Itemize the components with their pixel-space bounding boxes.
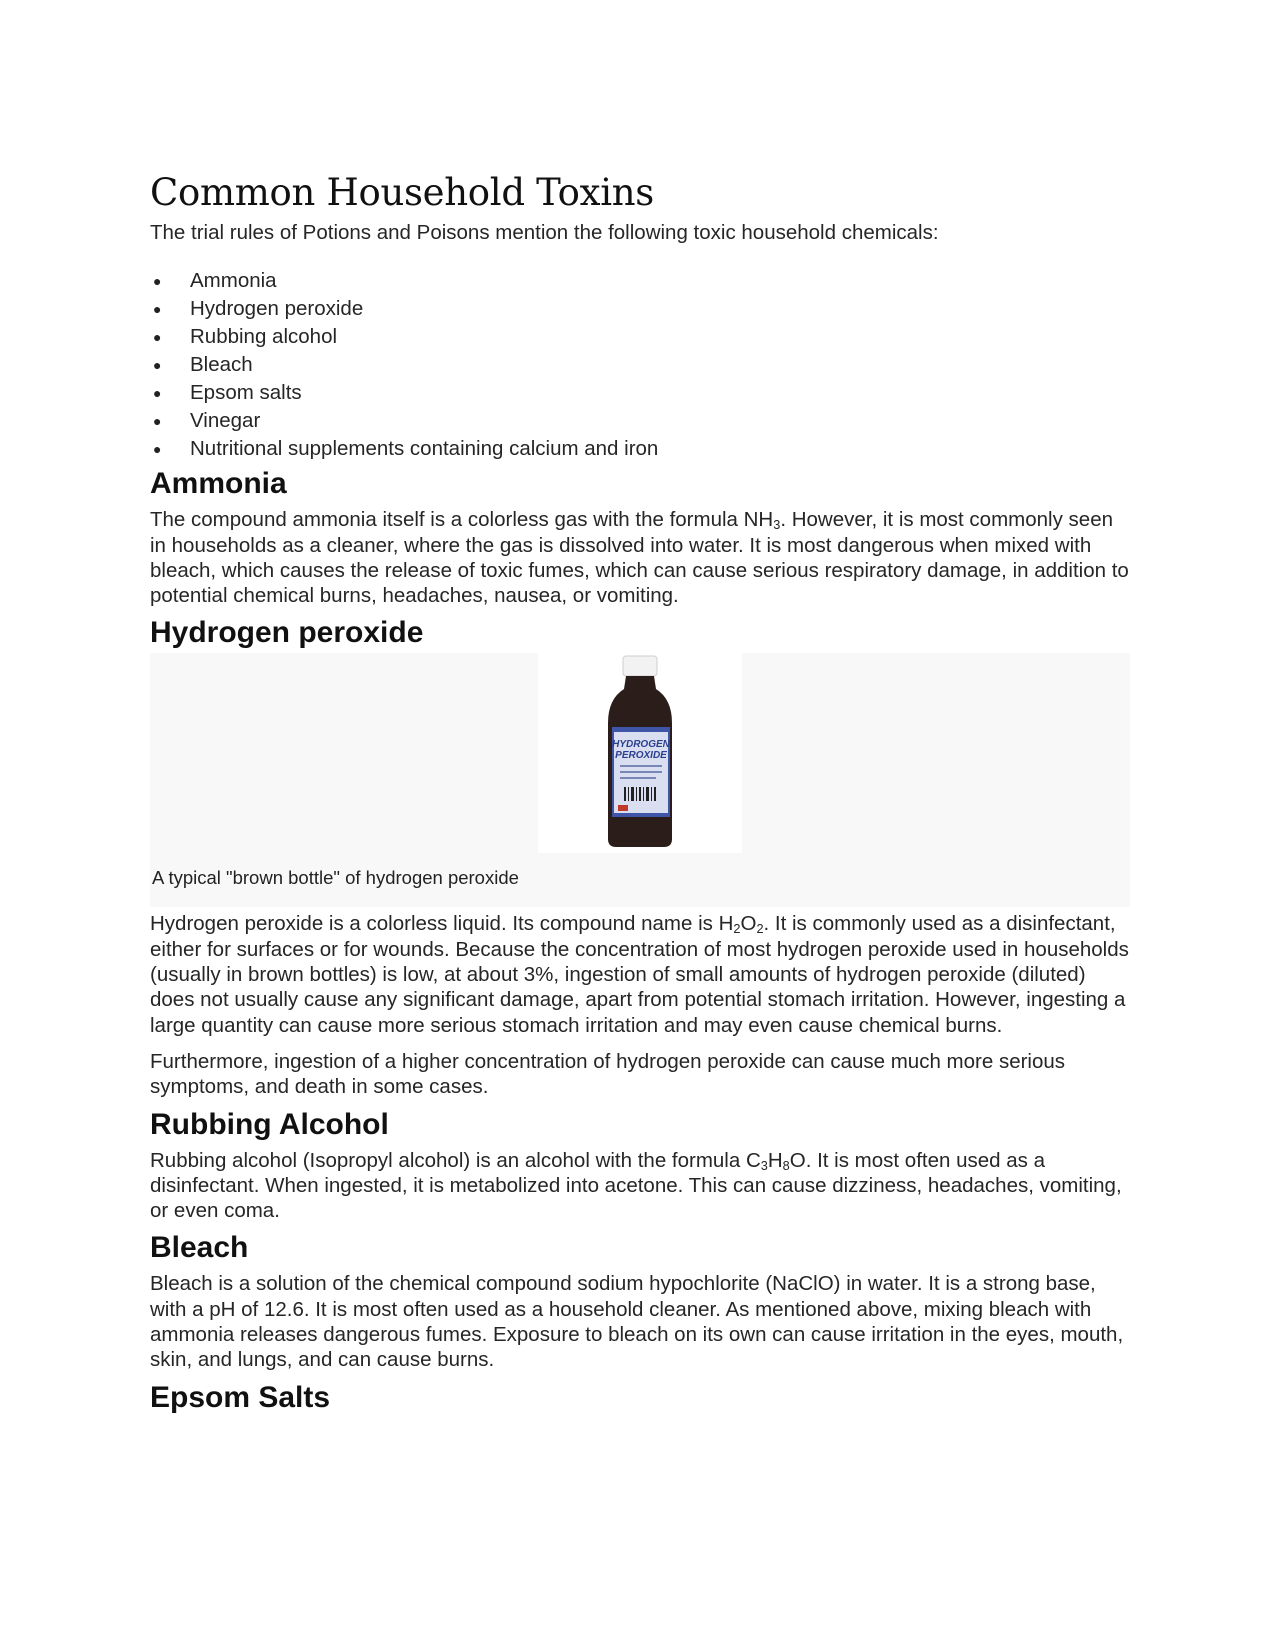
bullet-icon: ● bbox=[153, 441, 162, 458]
bottle-label-line1: HYDROGEN bbox=[612, 739, 670, 751]
list-item: ● Epsom salts bbox=[150, 379, 1130, 407]
list-item: ● Nutritional supplements containing calcium and iron bbox=[150, 435, 1130, 463]
section-text: Bleach is a solution of the chemical compound sodium hypochlorite (NaClO) in water. It is a strong base, with a pH of 12.6. It is most often used as a household cleaner. As mentioned above, mixing bleach with ammonia releases dangerous fumes. Exposure to bleach on its own can cause irritation in the eyes, mouth, skin, and lungs, and can cause burns. bbox=[150, 1272, 1124, 1372]
section-heading: Bleach bbox=[150, 1231, 249, 1265]
list-item: ● Rubbing alcohol bbox=[150, 323, 1130, 351]
section-epsom-salts bbox=[150, 1379, 1130, 1417]
section-text: Hydrogen peroxide is a colorless liquid. Its compound name is $H_2O_2$. It is commonly used as a disinfectant, either for surfaces or for wounds. Because the concentration of most hydrogen peroxide used in households (usually in brown bottles) is low, at about 3%, ingestion of small amounts of hydrogen peroxide (diluted) does not usually cause any significant damage, apart from potential stomach irritation. However, ingesting a large quantity can cause more serious stomach irritation and may even cause chemical burns. bbox=[150, 912, 1129, 1037]
section-text: Furthermore, ingestion of a higher concentration of hydrogen peroxide can cause much more serious symptoms, and death in some cases. bbox=[150, 1049, 1066, 1099]
section-heading: Epsom Salts bbox=[150, 1380, 331, 1414]
page-title: Common Household Toxins bbox=[150, 171, 654, 214]
intro-text: The trial rules of Potions and Poisons mention the following toxic household chemicals: bbox=[150, 221, 939, 244]
list-item: ● Ammonia bbox=[150, 267, 1130, 295]
section-heading: Rubbing Alcohol bbox=[150, 1107, 389, 1141]
bullet-icon: ● bbox=[153, 301, 162, 318]
bullet-icon: ● bbox=[153, 385, 162, 402]
list-item: ● Vinegar bbox=[150, 407, 1130, 435]
section-hydrogen-peroxide bbox=[150, 614, 1130, 1099]
section-heading: Ammonia bbox=[150, 467, 287, 501]
section-rubbing-alcohol bbox=[150, 1106, 1130, 1224]
figure-caption: A typical "brown bottle" of hydrogen peroxide bbox=[152, 867, 519, 889]
section-bleach bbox=[150, 1229, 1130, 1372]
list-item: ● Bleach bbox=[150, 351, 1130, 379]
bottle-image bbox=[538, 653, 742, 853]
figure bbox=[150, 653, 1130, 907]
bottle-illustration bbox=[538, 653, 742, 853]
toxin-list bbox=[150, 267, 1130, 463]
list-item: ● Hydrogen peroxide bbox=[150, 295, 1130, 323]
section-heading: Hydrogen peroxide bbox=[150, 616, 424, 650]
document-page bbox=[150, 170, 1130, 1421]
bullet-icon: ● bbox=[153, 329, 162, 346]
section-ammonia bbox=[150, 465, 1130, 608]
section-text: The compound ammonia itself is a colorless gas with the formula $NH_3$. However, it is most commonly seen in households as a cleaner, where the gas is dissolved into water. It is most dangerous when mixed with bleach, which causes the release of toxic fumes, which can cause serious respiratory damage, in addition to potential chemical burns, headaches, nausea, or vomiting. bbox=[150, 508, 1129, 608]
section-text: Rubbing alcohol (Isopropyl alcohol) is an alcohol with the formula $C_3H_8O$. It is most often used as a disinfectant. When ingested, it is metabolized into acetone. This can cause dizziness, headaches, vomiting, or even coma. bbox=[150, 1148, 1122, 1223]
bottle-label-line2: PEROXIDE bbox=[615, 750, 667, 762]
bullet-icon: ● bbox=[153, 357, 162, 374]
bullet-icon: ● bbox=[153, 273, 162, 290]
bullet-icon: ● bbox=[153, 413, 162, 430]
